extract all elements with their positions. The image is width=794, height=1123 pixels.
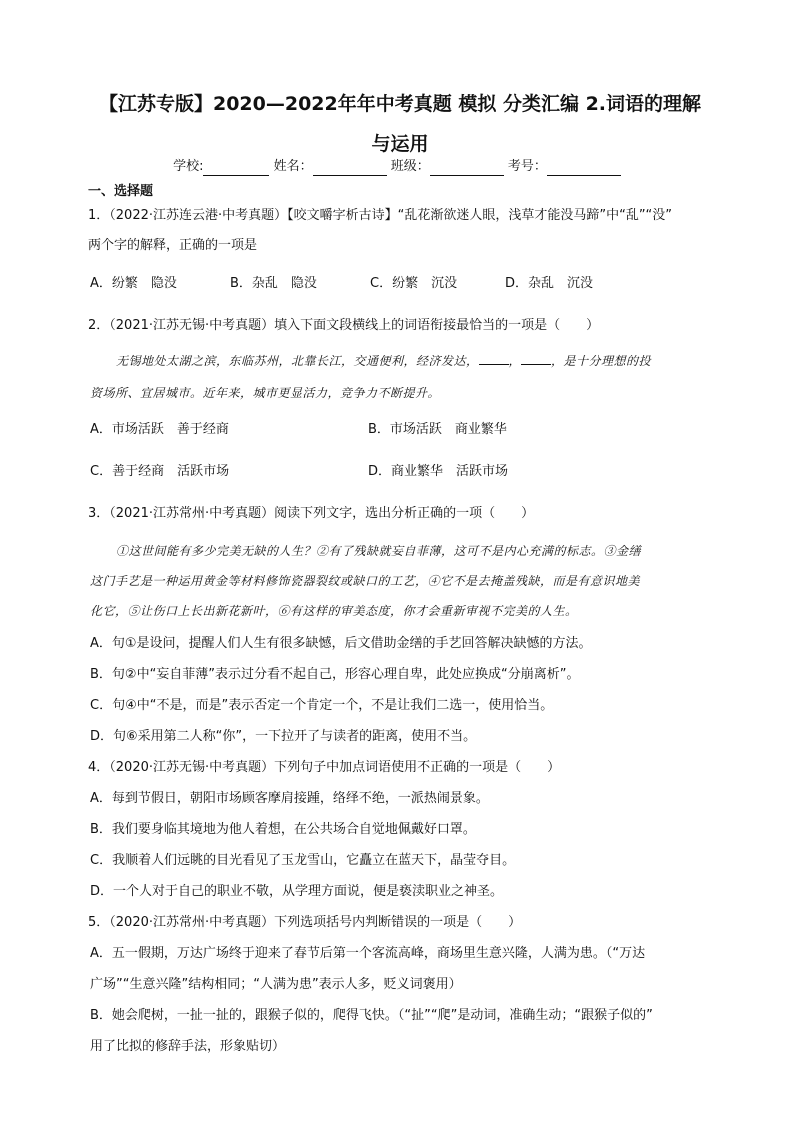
q4-option-c[interactable]: C．我顺着人们远眺的目光看见了玉龙雪山，它矗立在蓝天下，晶莹夺目。 xyxy=(90,853,516,868)
exam-number-label: 考号： xyxy=(507,159,547,174)
q3-passage-line-3: 化它，⑤让伤口上长出新花新叶，⑥有这样的审美态度，你才会重新审视不完美的人生。 xyxy=(90,604,578,618)
q2-passage-line-1 xyxy=(116,348,716,374)
q3-passage-line-1: ①这世间能有多少完美无缺的人生？②有了残缺就妄自菲薄，这可不是内心充满的标志。③金缮 xyxy=(116,544,642,558)
school-blank[interactable] xyxy=(203,161,269,176)
student-info-row xyxy=(0,158,794,176)
document-title xyxy=(80,84,720,164)
q1-stem-line-1: 1．（2022·江苏连云港·中考真题）【咬文嚼字析古诗】“乱花渐欲迷人眼，浅草才能没马蹄”中“乱”“没” xyxy=(88,208,673,223)
q1-option-d[interactable]: D．杂乱 沉没 xyxy=(505,276,594,291)
q3-passage-line-2: 这门手艺是一种运用黄金等材料修饰瓷器裂纹或缺口的工艺，④它不是去掩盖残缺，而是有意识地美 xyxy=(90,574,641,588)
q5-option-a-line-2: 广场”“生意兴隆”结构相同；“人满为患”表示人多，贬义词褒用） xyxy=(90,977,462,992)
title-line-1: 【江苏专版】2020—2022年年中考真题 模拟 分类汇编 2.词语的理解 xyxy=(98,93,702,115)
q2-blank-1 xyxy=(479,352,509,365)
q2-passage-part-c: ，是十分理想的投 xyxy=(551,354,652,368)
q1-option-c[interactable]: C．纷繁 沉没 xyxy=(370,276,458,291)
name-label: 姓名： xyxy=(273,159,313,174)
q4-option-b[interactable]: B．我们要身临其境地为他人着想，在公共场合自觉地佩戴好口罩。 xyxy=(90,822,476,837)
q4-option-d[interactable]: D．一个人对于自己的职业不敬，从学理方面说，便是亵渎职业之神圣。 xyxy=(90,884,504,899)
q1-option-a[interactable]: A．纷繁 隐没 xyxy=(90,276,177,291)
q3-stem: 3．（2021·江苏常州·中考真题）阅读下列文字，选出分析正确的一项（ ） xyxy=(88,506,535,521)
q2-option-d[interactable]: D．商业繁华 活跃市场 xyxy=(368,464,509,479)
q3-option-b[interactable]: B．句②中“妄自菲薄”表示过分看不起自己，形容心理自卑，此处应换成“分崩离析”。 xyxy=(90,667,580,682)
q1-option-b[interactable]: B．杂乱 隐没 xyxy=(230,276,317,291)
title-line-2: 与运用 xyxy=(371,133,429,155)
school-label: 学校: xyxy=(173,159,204,174)
class-label: 班级： xyxy=(390,159,430,174)
q4-stem: 4．（2020·江苏无锡·中考真题）下列句子中加点词语使用不正确的一项是（ ） xyxy=(88,760,561,775)
q2-passage-part-a: 无锡地处太湖之滨，东临苏州，北靠长江，交通便利，经济发达， xyxy=(116,354,479,368)
q5-option-b-line-2: 用了比拟的修辞手法，形象贴切） xyxy=(90,1039,286,1054)
name-blank[interactable] xyxy=(313,161,387,176)
q5-option-b-line-1[interactable]: B．她会爬树，一扯一扯的，跟猴子似的，爬得飞快。（“扯”“爬”是动词，准确生动；“跟猴子似的” xyxy=(90,1008,653,1023)
q5-option-a-line-1[interactable]: A．五一假期，万达广场终于迎来了春节后第一个客流高峰，商场里生意兴隆，人满为患。（“万达 xyxy=(90,946,646,961)
q2-option-a[interactable]: A．市场活跃 善于经商 xyxy=(90,422,229,437)
q2-blank-2 xyxy=(521,352,551,365)
q2-option-c[interactable]: C．善于经商 活跃市场 xyxy=(90,464,230,479)
q4-option-a[interactable]: A．每到节假日，朝阳市场顾客摩肩接踵，络绎不绝，一派热闹景象。 xyxy=(90,791,489,806)
q5-stem: 5．（2020·江苏常州·中考真题）下列选项括号内判断错误的一项是（ ） xyxy=(88,915,522,930)
q3-option-d[interactable]: D．句⑥采用第二人称“你”，一下拉开了与读者的距离，使用不当。 xyxy=(90,729,477,744)
q2-option-b[interactable]: B．市场活跃 商业繁华 xyxy=(368,422,507,437)
exam-number-blank[interactable] xyxy=(547,161,621,176)
q2-passage-part-b: ， xyxy=(508,354,522,368)
q1-stem-line-2: 两个字的解释，正确的一项是 xyxy=(88,238,258,253)
q2-passage-line-2: 资场所、宜居城市。近年来，城市更显活力，竞争力不断提升。 xyxy=(90,386,441,400)
q3-option-c[interactable]: C．句④中“不是，而是”表示否定一个肯定一个，不是让我们二选一，使用恰当。 xyxy=(90,698,554,713)
q2-stem: 2．（2021·江苏无锡·中考真题）填入下面文段横线上的词语衔接最恰当的一项是（ ） xyxy=(88,318,600,333)
q3-option-a[interactable]: A．句①是设问，提醒人们人生有很多缺憾，后文借助金缮的手艺回答解决缺憾的方法。 xyxy=(90,636,592,651)
class-blank[interactable] xyxy=(430,161,504,176)
section-heading: 一、选择题 xyxy=(88,184,154,199)
